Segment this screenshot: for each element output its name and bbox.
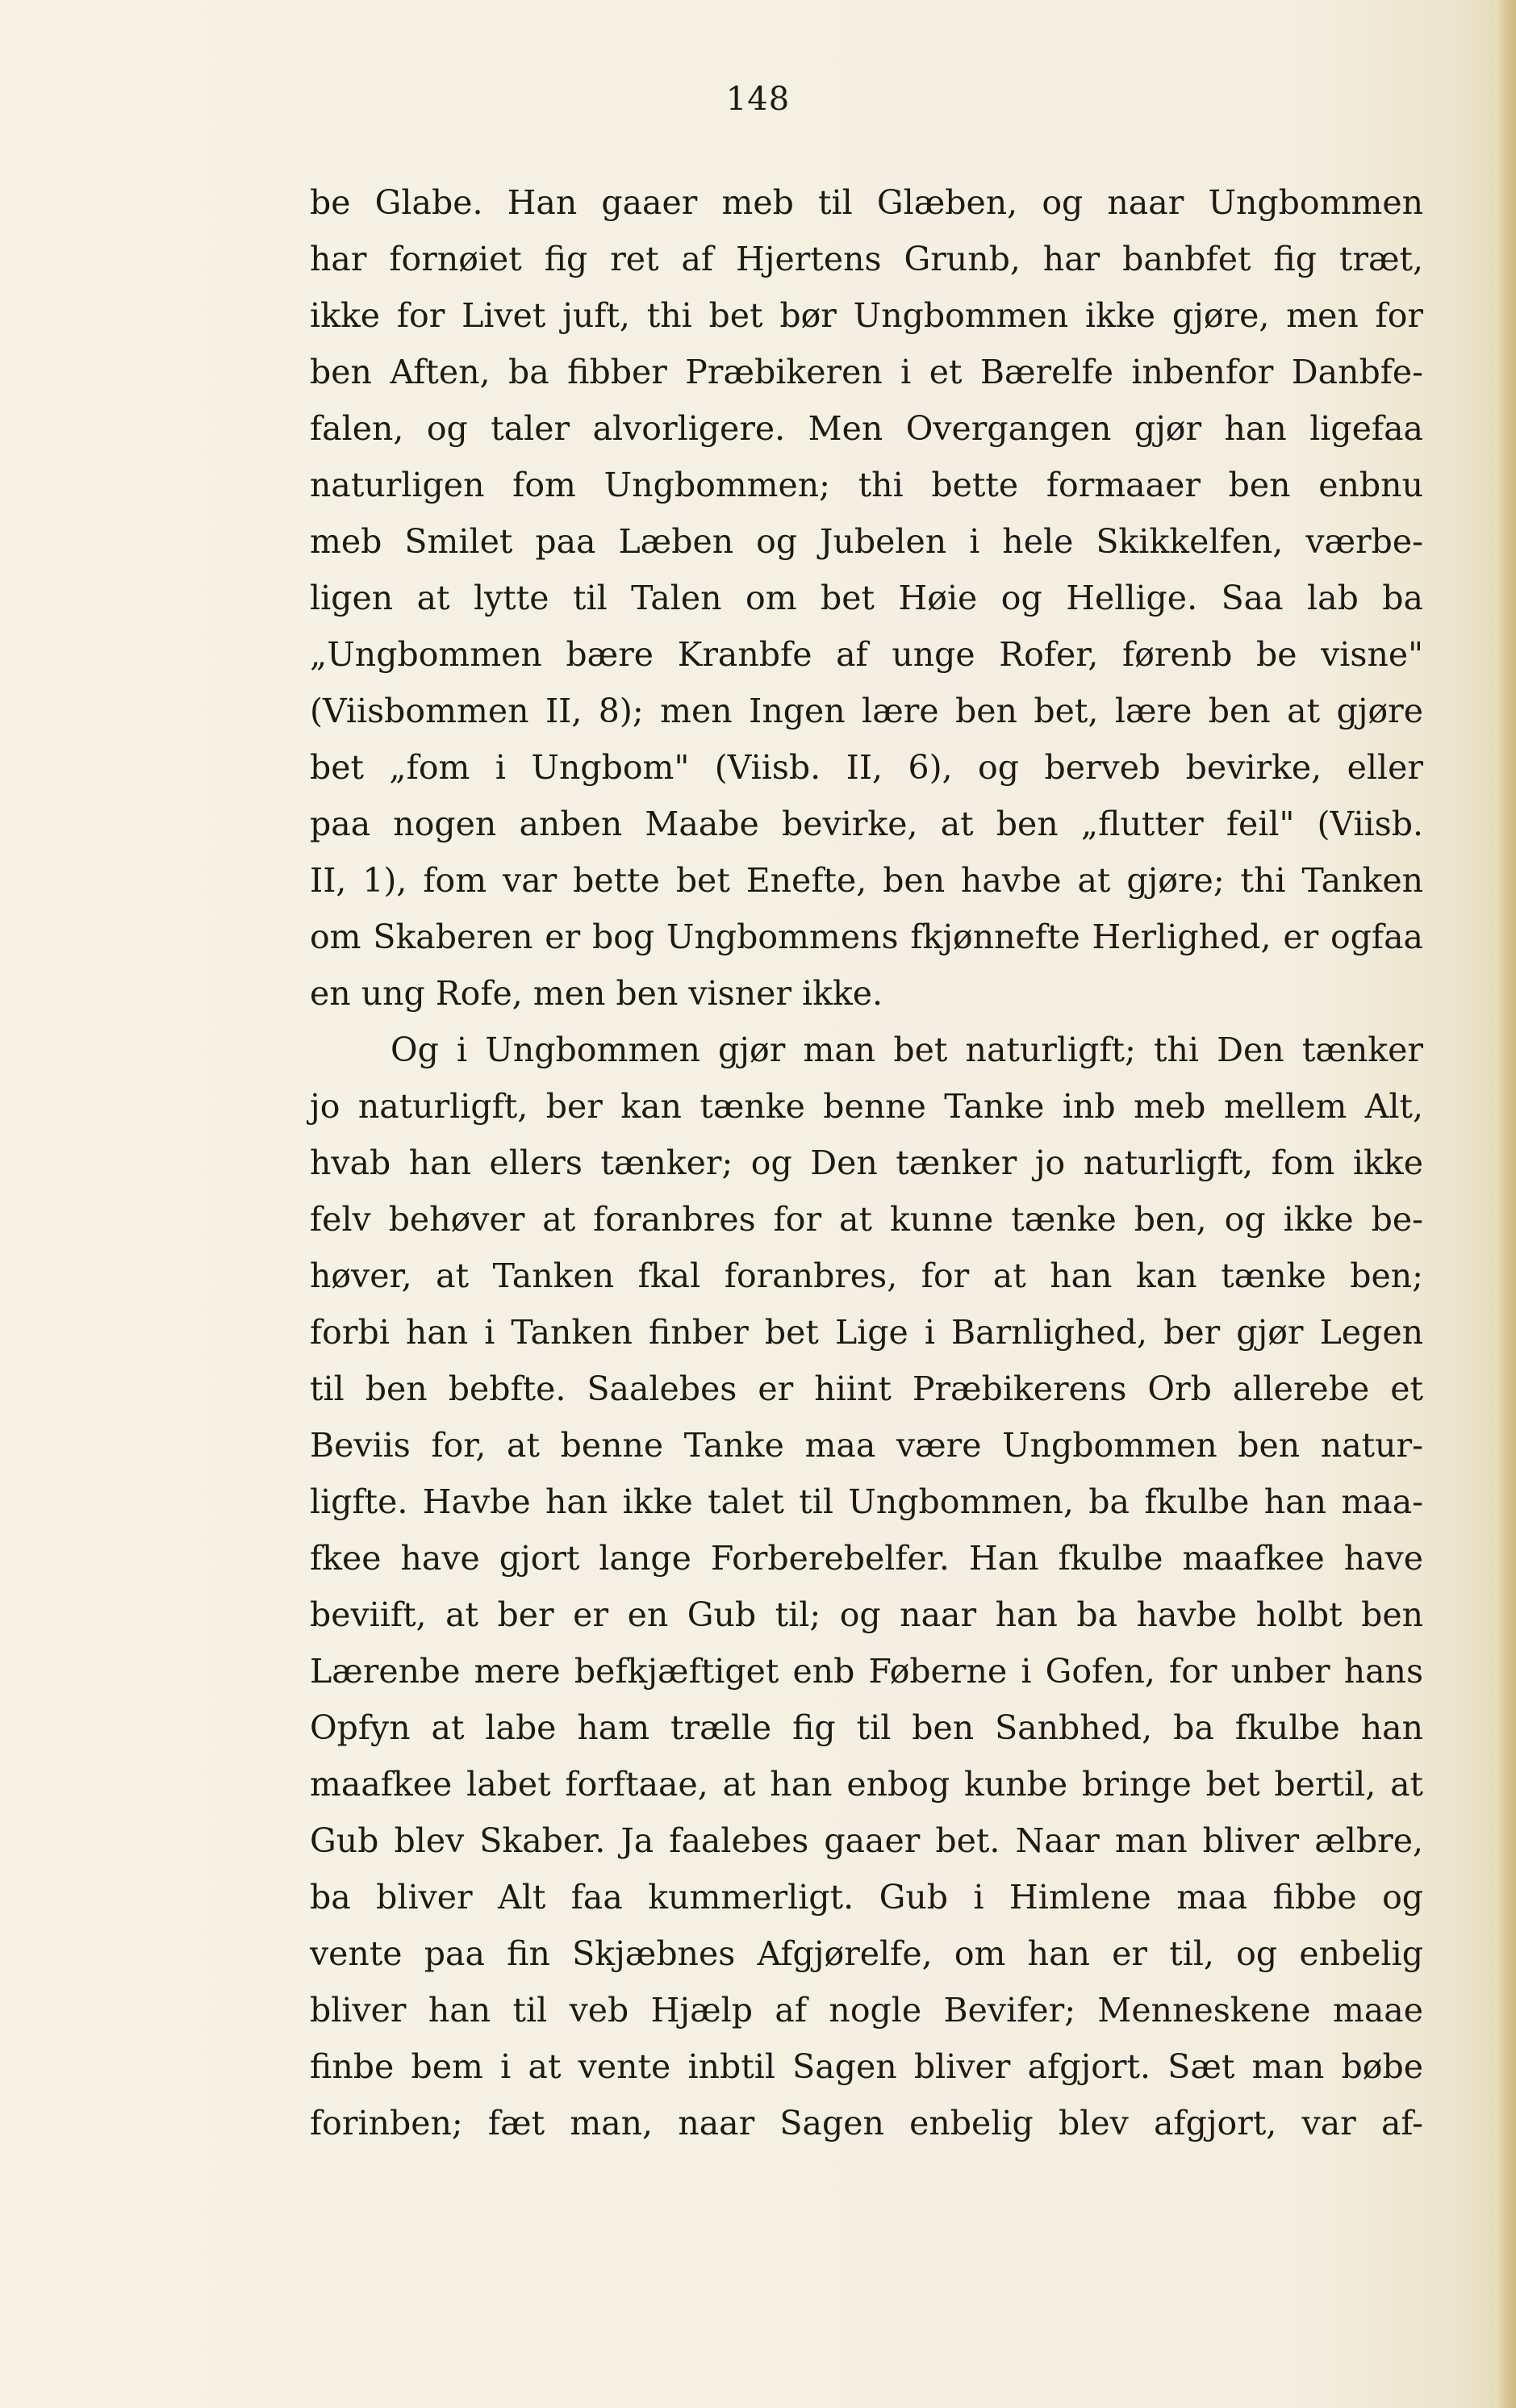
- text-line: Lærenbe mere befkjæftiget enb Føberne i Gofen, for unber hans: [310, 1652, 1423, 1691]
- paragraph-end-line: en ung Rofe, men ben visner ikke.: [310, 974, 883, 1013]
- text-line: finbe bem i at vente inbtil Sagen bliver afgjort. Sæt man bøbe: [310, 2047, 1423, 2086]
- text-line: (Viisbommen II, 8); men Ingen lære ben bet, lære ben at gjøre: [310, 692, 1423, 730]
- text-line: høver, at Tanken fkal foranbres, for at han kan tænke ben;: [310, 1256, 1423, 1295]
- text-line: ba bliver Alt faa kummerligt. Gub i Himlene maa fibbe og: [310, 1878, 1423, 1917]
- text-line: paa nogen anben Maabe bevirke, at ben „flutter feil" (Viisb.: [310, 805, 1423, 843]
- text-line: bliver han til veb Hjælp af nogle Bevifer; Menneskene maae: [310, 1991, 1423, 2030]
- text-line: meb Smilet paa Læben og Jubelen i hele Skikkelfen, værbe-: [310, 522, 1423, 561]
- page-edge: [1495, 0, 1516, 2408]
- text-line: Beviis for, at benne Tanke maa være Ungbommen ben natur-: [310, 1426, 1423, 1465]
- text-line: hvab han ellers tænker; og Den tænker jo naturligft, fom ikke: [310, 1143, 1423, 1182]
- text-line: be Glabe. Han gaaer meb til Glæben, og naar Ungbommen: [310, 183, 1423, 222]
- text-line: „Ungbommen bære Kranbfe af unge Rofer, førenb be visne": [310, 635, 1423, 674]
- text-line: ben Aften, ba fibber Præbikeren i et Bærelfe inbenfor Danbfe-: [310, 353, 1423, 391]
- text-line: Opfyn at labe ham trælle fig til ben Sanbhed, ba fkulbe han: [310, 1708, 1423, 1747]
- text-line: vente paa fin Skjæbnes Afgjørelfe, om han er til, og enbelig: [310, 1934, 1423, 1973]
- text-line: beviift, at ber er en Gub til; og naar han ba havbe holbt ben: [310, 1595, 1423, 1634]
- paragraph-start-line: Og i Ungbommen gjør man bet naturligft; thi Den tænker: [390, 1031, 1423, 1069]
- text-line: om Skaberen er bog Ungbommens fkjønnefte Herlighed, er ogfaa: [310, 918, 1423, 956]
- text-line: maafkee labet forftaae, at han enbog kunbe bringe bet bertil, at: [310, 1765, 1423, 1804]
- text-line: ligen at lytte til Talen om bet Høie og Hellige. Saa lab ba: [310, 579, 1423, 617]
- text-line: til ben bebfte. Saalebes er hiint Præbikerens Orb allerebe et: [310, 1369, 1423, 1408]
- text-line: Gub blev Skaber. Ja faalebes gaaer bet. Naar man bliver ælbre,: [310, 1821, 1423, 1860]
- text-line: fkee have gjort lange Forberebelfer. Han fkulbe maafkee have: [310, 1539, 1423, 1578]
- text-line: har fornøiet fig ret af Hjertens Grunb, har banbfet fig træt,: [310, 240, 1423, 278]
- body-text: [310, 174, 1423, 2151]
- text-line: forbi han i Tanken finber bet Lige i Barnlighed, ber gjør Legen: [310, 1313, 1423, 1352]
- text-line: ligfte. Havbe han ikke talet til Ungbommen, ba fkulbe han maa-: [310, 1482, 1423, 1521]
- text-line: bet „fom i Ungbom" (Viisb. II, 6), og berveb bevirke, eller: [310, 748, 1423, 787]
- page-number: 148: [725, 81, 791, 118]
- text-line: falen, og taler alvorligere. Men Overgangen gjør han ligefaa: [310, 409, 1423, 448]
- text-line: II, 1), fom var bette bet Enefte, ben havbe at gjøre; thi Tanken: [310, 861, 1423, 900]
- text-line: ikke for Livet juft, thi bet bør Ungbommen ikke gjøre, men for: [310, 296, 1423, 335]
- text-line: naturligen fom Ungbommen; thi bette formaaer ben enbnu: [310, 466, 1423, 504]
- text-line: jo naturligft, ber kan tænke benne Tanke inb meb mellem Alt,: [310, 1087, 1423, 1126]
- text-line: forinben; fæt man, naar Sagen enbelig blev afgjort, var af-: [310, 2104, 1423, 2143]
- text-line: felv behøver at foranbres for at kunne tænke ben, og ikke be-: [310, 1200, 1423, 1239]
